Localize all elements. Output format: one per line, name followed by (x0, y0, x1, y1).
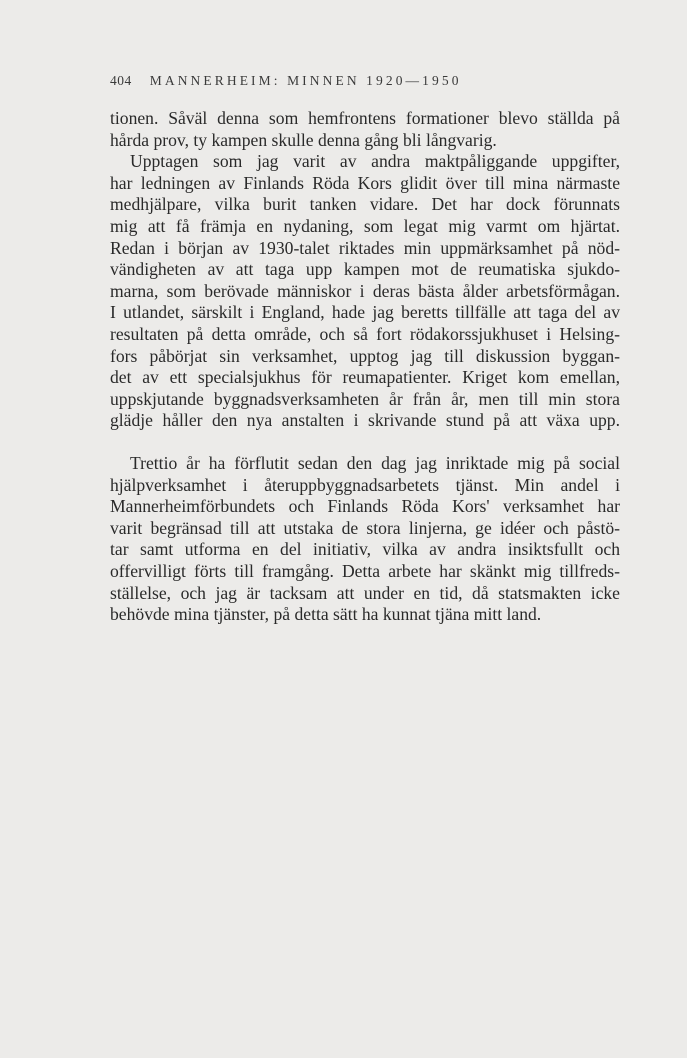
text-line: behövde mina tjänster, på detta sätt ha kunnat tjäna mitt land. (110, 604, 542, 625)
text-line: vändigheten av att taga upp kampen mot de reumatiska sjukdo- (110, 259, 620, 280)
text-line: Trettio år ha förflutit sedan den dag jag inriktade mig på social (130, 453, 620, 473)
text-line: hjälpverksamhet i återuppbyggnadsarbetets tjänst. Min andel i (110, 474, 620, 495)
text-line: I utlandet, särskilt i England, hade jag beretts tillfälle att taga del av (110, 302, 620, 323)
text-line: offervilligt förts till framgång. Detta arbete har skänkt mig tillfreds- (110, 560, 620, 581)
text-line: resultaten på detta område, och så fort rödakorssjukhuset i Helsing- (110, 323, 620, 344)
text-line: medhjälpare, vilka burit tanken vidare. Det har dock förunnats (110, 194, 620, 215)
text-line: Mannerheimförbundets och Finlands Röda Kors' verksamhet har (110, 496, 620, 517)
text-line: ställelse, och jag är tacksam att under en tid, då statsmakten icke (110, 582, 620, 603)
page-number: 404 (110, 73, 132, 88)
text-line: tionen. Såväl denna som hemfrontens formationer blevo ställda på (110, 108, 620, 128)
text-line: Redan i början av 1930-talet riktades min uppmärksamhet på nöd- (110, 237, 620, 258)
text-line: tar samt utforma en del initiativ, vilka av andra insiktsfullt och (110, 539, 620, 560)
text-line: varit begränsad till att utstaka de stora linjerna, ge idéer och påstö- (110, 517, 620, 538)
running-title: MANNERHEIM: MINNEN 1920—1950 (149, 73, 462, 88)
text-line: glädje håller den nya anstalten i skrivande stund på att växa upp. (110, 410, 620, 431)
paragraph-1 (110, 108, 620, 432)
text-line: mig att få främja en nydaning, som legat mig varmt om hjärtat. (110, 215, 620, 236)
paragraph-2 (110, 453, 620, 626)
text-line: uppskjutande byggnadsverksamheten år från år, men till min stora (110, 388, 620, 409)
text-line: har ledningen av Finlands Röda Kors glidit över till mina närmaste (110, 172, 620, 193)
text-line: hårda prov, ty kampen skulle denna gång bli långvarig. (110, 129, 497, 150)
page-header (110, 73, 620, 89)
text-line: fors påbörjat sin verksamhet, upptog jag till diskussion byggan- (110, 345, 620, 366)
text-line: det av ett specialsjukhus för reumapatienter. Kriget kom emellan, (110, 367, 620, 388)
text-line: marna, som berövade människor i deras bästa ålder arbetsförmågan. (110, 280, 620, 301)
text-line: Upptagen som jag varit av andra maktpåliggande uppgifter, (130, 151, 620, 172)
